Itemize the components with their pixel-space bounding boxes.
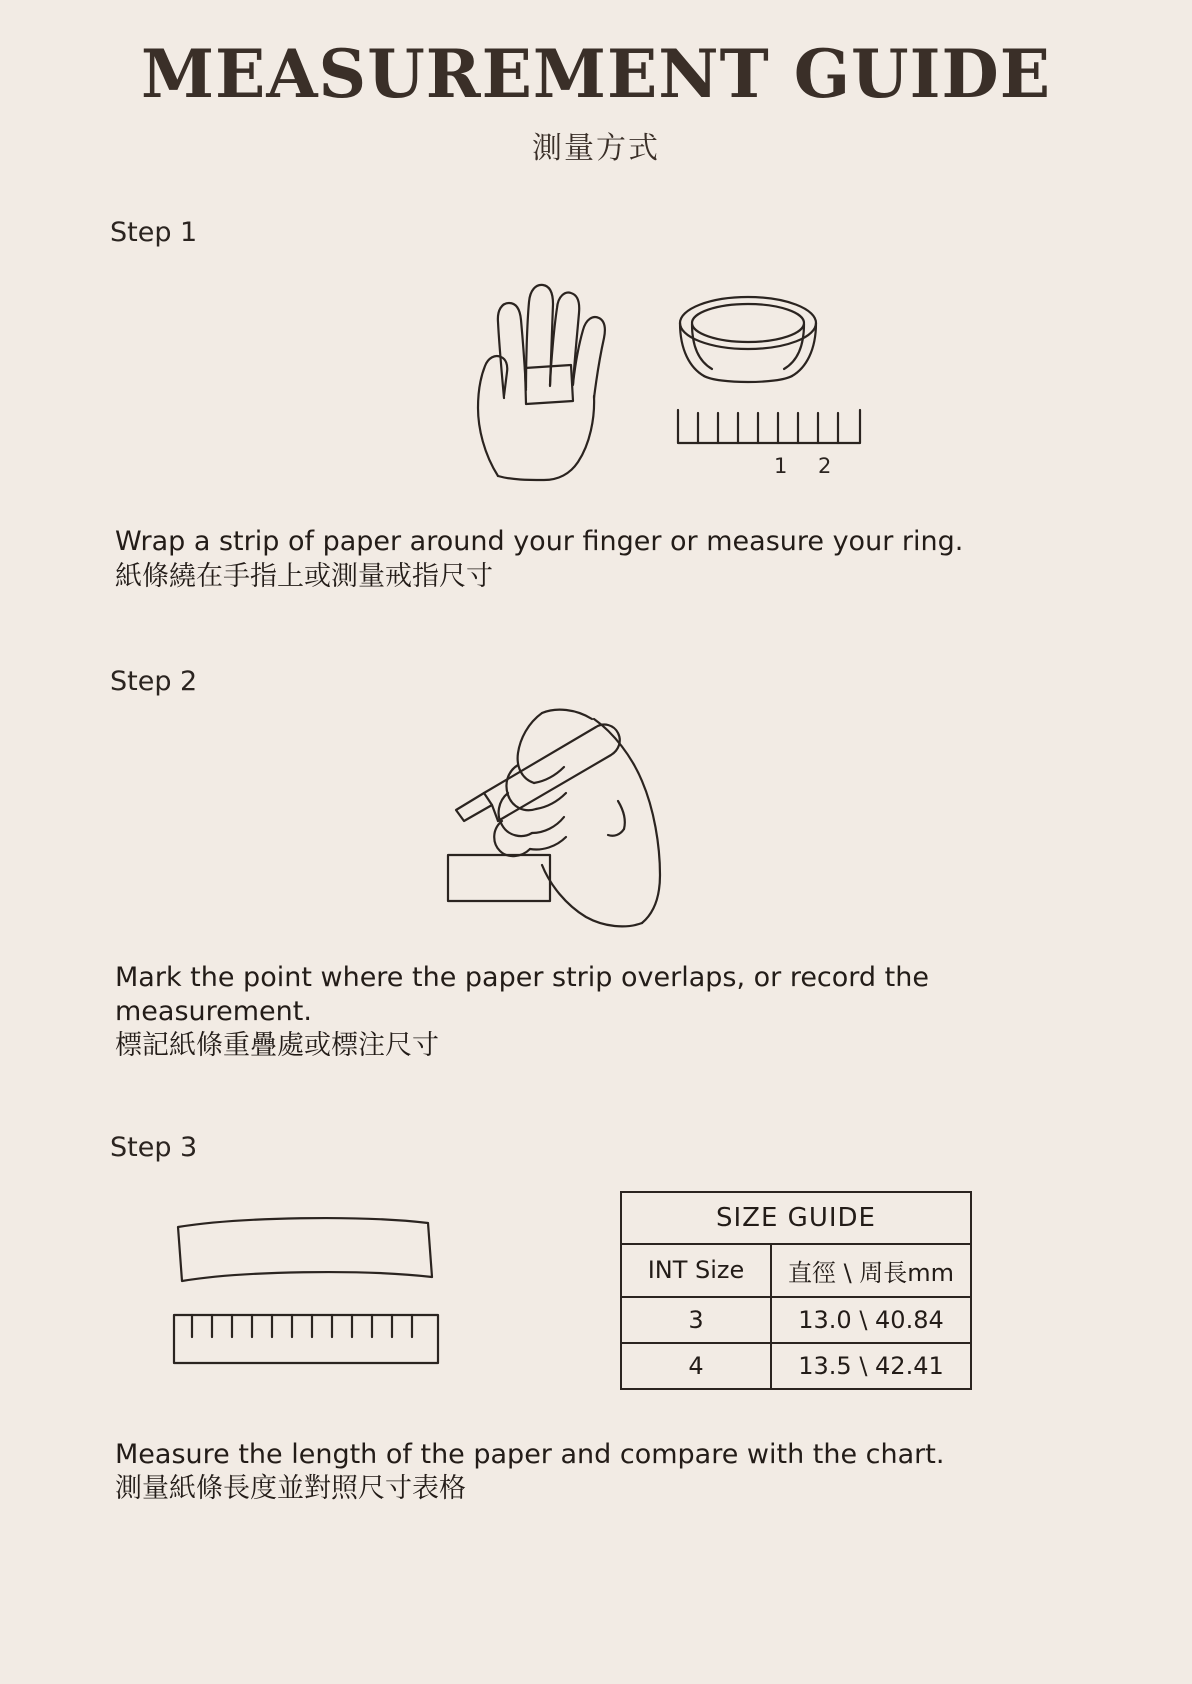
step-3-label: Step 3 xyxy=(110,1131,198,1163)
step-1-illustration xyxy=(60,258,1132,503)
step-1-caption-zh: 紙條繞在手指上或測量戒指尺寸 xyxy=(115,560,493,592)
step-1-label: Step 1 xyxy=(110,217,198,249)
table-row xyxy=(621,1343,971,1389)
size-guide-col-diameter-circumference: 直徑 \ 周長mm xyxy=(771,1244,971,1297)
size-cell-int-size: 3 xyxy=(621,1297,771,1343)
step-1-block xyxy=(60,217,1132,594)
ruler-tick-1: 1 xyxy=(774,454,788,479)
step-1-caption xyxy=(115,525,1065,594)
step-3-caption-en: Measure the length of the paper and compare with the chart. xyxy=(115,1438,945,1470)
step-2-caption-en: Mark the point where the paper strip overlaps, or record the measurement. xyxy=(115,961,929,1028)
step-3-illustration xyxy=(170,1209,460,1373)
size-cell-measurement: 13.0 \ 40.84 xyxy=(771,1297,971,1343)
table-row xyxy=(621,1297,971,1343)
step-3-caption-zh: 測量紙條長度並對照尺寸表格 xyxy=(115,1472,466,1504)
hand-writing-with-pencil-icon xyxy=(446,705,746,935)
size-guide-title-row xyxy=(621,1192,971,1244)
step-1-caption-en: Wrap a strip of paper around your finger or measure your ring. xyxy=(115,526,964,558)
step-2-illustration xyxy=(60,705,1132,935)
size-guide-table xyxy=(620,1191,972,1390)
ruler-tick-2: 2 xyxy=(818,454,832,479)
step-3-caption xyxy=(115,1438,1065,1507)
paper-strip-and-ruler-icon xyxy=(170,1209,460,1369)
size-guide-header-row xyxy=(621,1244,971,1297)
page-subtitle: 測量方式 xyxy=(532,131,660,167)
step-3-content-row xyxy=(60,1191,1132,1390)
page-title: MEASUREMENT GUIDE xyxy=(140,35,1052,113)
size-cell-measurement: 13.5 \ 42.41 xyxy=(771,1343,971,1389)
step-2-caption xyxy=(115,961,1065,1064)
size-guide-title: SIZE GUIDE xyxy=(621,1192,971,1244)
size-cell-int-size: 4 xyxy=(621,1343,771,1389)
step-2-label: Step 2 xyxy=(110,665,198,697)
step-2-caption-zh: 標記紙條重疊處或標注尺寸 xyxy=(115,1030,439,1062)
size-guide-col-int-size: INT Size xyxy=(621,1244,771,1297)
hand-with-paper-strip-and-ring-icon xyxy=(286,258,906,503)
step-2-block xyxy=(60,666,1132,1064)
step-3-block xyxy=(60,1132,1132,1507)
